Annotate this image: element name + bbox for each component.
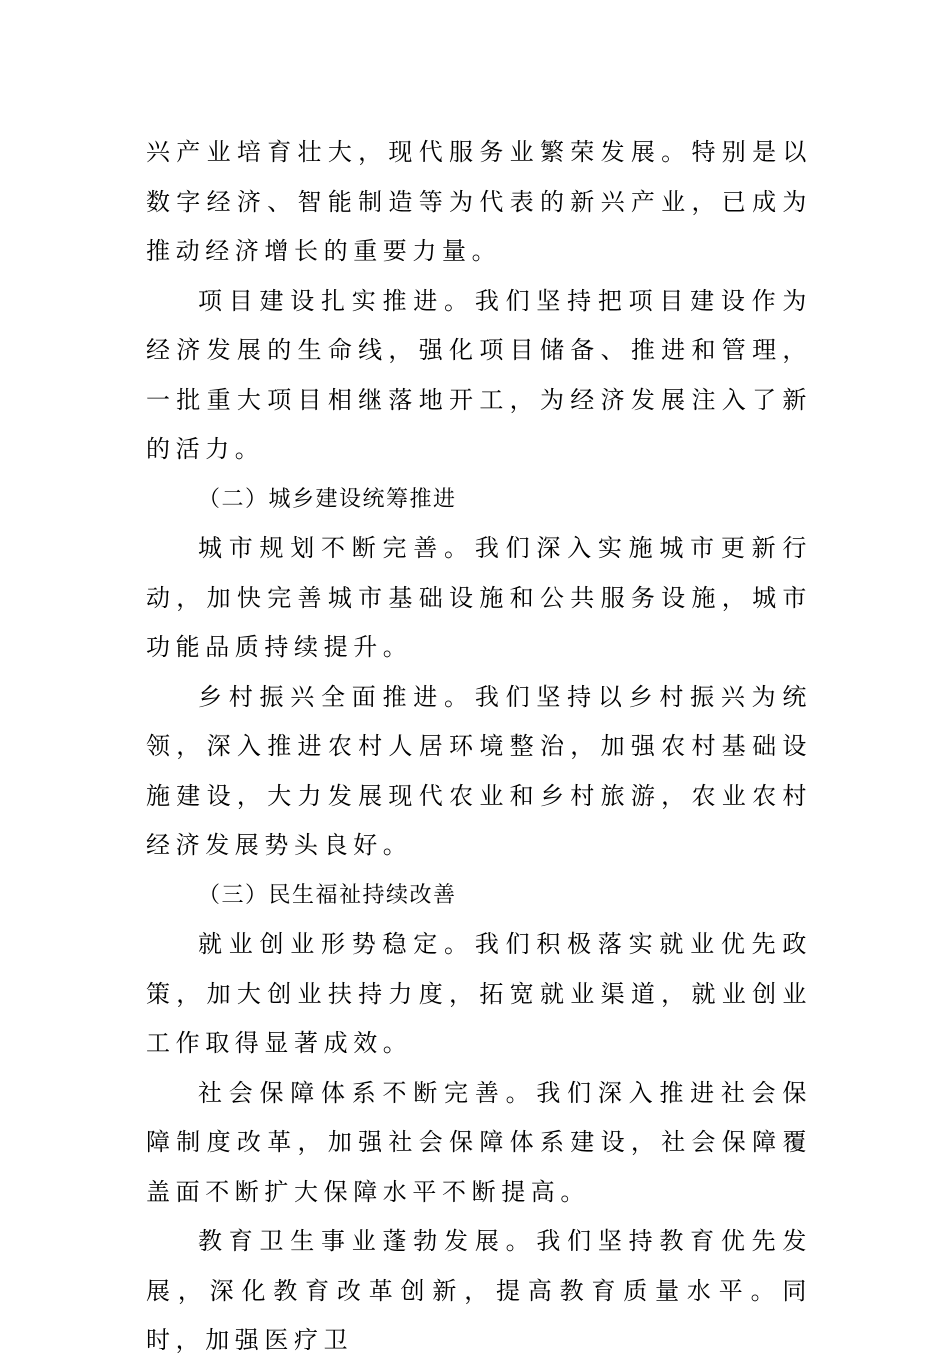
paragraph-education-health: 教育卫生事业蓬勃发展。我们坚持教育优先发展，深化教育改革创新，提高教育质量水平。同时，加强医疗卫 <box>146 1227 812 1354</box>
paragraph-project-construction: 项目建设扎实推进。我们坚持把项目建设作为经济发展的生命线，强化项目储备、推进和管理，一批重大项目相继落地开工，为经济发展注入了新的活力。 <box>146 286 812 463</box>
paragraph-rural-revitalization: 乡村振兴全面推进。我们坚持以乡村振兴为统领，深入推进农村人居环境整治，加强农村基础设施建设，大力发展现代农业和乡村旅游，农业农村经济发展势头良好。 <box>146 682 812 859</box>
paragraph-continued: 兴产业培育壮大，现代服务业繁荣发展。特别是以数字经济、智能制造等为代表的新兴产业，已成为推动经济增长的重要力量。 <box>146 138 812 265</box>
section-heading-urban-rural: （二）城乡建设统筹推进 <box>198 486 457 512</box>
document-page <box>146 128 812 1366</box>
paragraph-social-security: 社会保障体系不断完善。我们深入推进社会保障制度改革，加强社会保障体系建设，社会保障覆盖面不断扩大保障水平不断提高。 <box>146 1078 812 1206</box>
paragraph-urban-planning: 城市规划不断完善。我们深入实施城市更新行动，加快完善城市基础设施和公共服务设施，城市功能品质持续提升。 <box>146 534 812 661</box>
section-heading-livelihood: （三）民生福祉持续改善 <box>198 882 457 908</box>
paragraph-employment: 就业创业形势稳定。我们积极落实就业优先政策，加大创业扶持力度，拓宽就业渠道，就业创业工作取得显著成效。 <box>146 930 812 1057</box>
